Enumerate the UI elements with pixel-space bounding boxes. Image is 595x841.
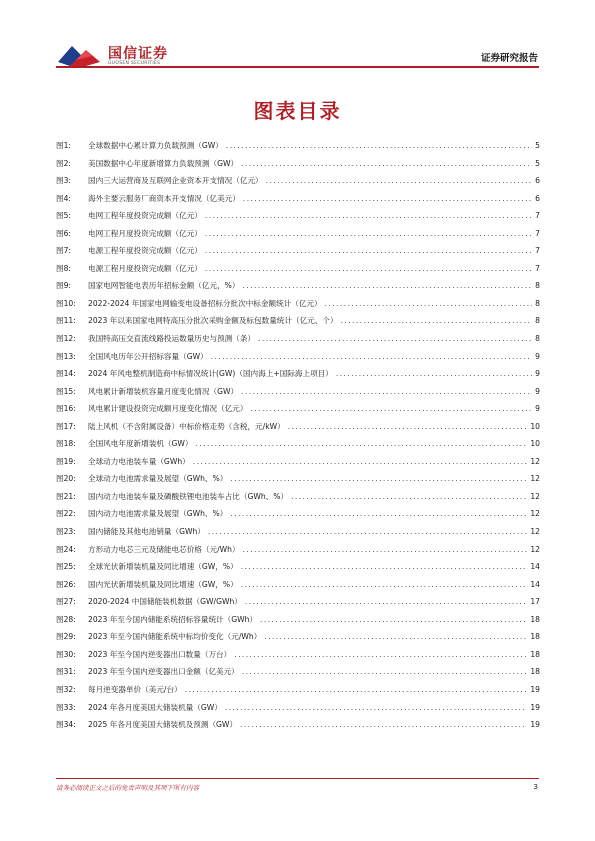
toc-entry-page: 19 [530,720,540,730]
toc-leader-dots [205,207,532,225]
toc-entry[interactable] [56,611,540,629]
toc-entry-label: 图32: [56,684,76,694]
toc-entry-page: 19 [530,684,540,694]
toc-entry-page: 18 [530,667,540,677]
toc-entry-title: 2023 年以来国家电网特高压分批次采购金额及标包数量统计（亿元、个） [88,316,338,326]
toc-entry-page: 7 [535,228,540,238]
toc-entry-page: 10 [530,439,540,449]
toc-entry-title: 2023 年至今国内逆变器出口金额（亿美元） [88,667,239,677]
header-divider [56,66,539,68]
toc-entry-title: 全球动力电池需求量及展望（GWh、%） [88,474,228,484]
toc-entry-title: 国内储能及其他电池销量（GWh） [88,527,205,537]
toc-entry-label: 图30: [56,649,76,659]
brand-name-en: GUOSEN SECURITIES [108,61,161,66]
toc-entry-label: 图18: [56,439,76,449]
toc-entry-label: 图12: [56,334,76,344]
toc-leader-dots [240,716,527,734]
page-header [0,0,595,75]
toc-entry-title: 国内光伏新增装机量及同比增速（GW，%） [88,579,238,589]
toc-entry-page: 10 [530,421,540,431]
toc-entry-title: 电网工程年度投资完成额（亿元） [88,211,202,221]
toc-leader-dots [230,505,527,523]
toc-entry-label: 图6: [56,228,71,238]
toc-entry-label: 图9: [56,281,71,291]
toc-entry-title: 美国数据中心年度新增算力负载预测（GW） [88,158,239,168]
toc-entry-label: 图1: [56,141,71,150]
toc-entry-page: 12 [530,474,540,484]
toc-leader-dots [205,225,532,243]
toc-leader-dots [211,348,532,366]
toc-entry-page: 14 [530,562,540,572]
toc-entry-label: 图19: [56,456,76,466]
toc-leader-dots [241,558,528,576]
toc-entry-page: 9 [535,386,540,396]
toc-leader-dots [243,277,533,295]
toc-leader-dots [205,242,532,260]
toc-entry-title: 电网工程月度投资完成额（亿元） [88,228,202,238]
toc-entry-page: 17 [530,597,540,607]
toc-entry[interactable] [56,470,540,488]
toc-entry[interactable] [56,558,540,576]
toc-entry-title: 2023 年至今国内逆变器出口数量（万台） [88,649,232,659]
toc-entry-page: 12 [530,456,540,466]
toc-entry-page: 8 [535,298,540,308]
toc-leader-dots [193,453,528,471]
toc-entry-label: 图11: [56,316,76,326]
toc-entry-label: 图5: [56,211,71,221]
toc-entry[interactable] [56,260,540,278]
toc-entry-page: 5 [535,141,540,150]
toc-entry-title: 海外主要云服务厂商资本开支情况（亿美元） [88,193,240,203]
toc-entry-page: 19 [530,702,540,712]
toc-entry[interactable] [56,137,540,155]
toc-leader-dots [341,312,533,330]
toc-leader-dots [288,418,528,436]
toc-entry-label: 图25: [56,562,76,572]
toc-leader-dots [258,330,532,348]
toc-leader-dots [336,365,532,383]
toc-entry[interactable] [56,172,540,190]
toc-entry-title: 全球动力电池装车量（GWh） [88,456,190,466]
toc-entry-page: 18 [530,632,540,642]
toc-entry-title: 全球数据中心累计算力负载预测（GW） [88,141,223,150]
toc-entry-title: 2025 年各月度美国大储装机及预测（GW） [88,720,238,730]
toc-entry[interactable] [56,505,540,523]
toc-entry-title: 每月逆变器单价（美元/台） [88,684,182,694]
toc-entry[interactable] [56,435,540,453]
toc-entry-label: 图17: [56,421,76,431]
toc-entry[interactable] [56,523,540,541]
toc-entry-title: 电源工程月度投资完成额（亿元） [88,263,202,273]
toc-entry[interactable] [56,277,540,295]
toc-leader-dots [241,576,528,594]
toc-entry-label: 图22: [56,509,76,519]
toc-entry-page: 18 [530,649,540,659]
toc-entry-page: 12 [530,491,540,501]
toc-entry[interactable] [56,488,540,506]
toc-entry-page: 12 [530,527,540,537]
toc-entry-page: 14 [530,579,540,589]
table-of-figures [56,137,540,734]
toc-entry-title: 国内三大运营商及互联网企业资本开支情况（亿元） [88,176,263,186]
toc-entry-label: 图4: [56,193,71,203]
page-title: 图表目录 [253,99,342,123]
toc-entry-page: 7 [535,246,540,256]
toc-entry-label: 图2: [56,158,71,168]
toc-entry-label: 图15: [56,386,76,396]
toc-entry-label: 图10: [56,298,76,308]
report-type: 证券研究报告 [480,53,538,64]
toc-leader-dots [250,400,532,418]
toc-entry-label: 图29: [56,632,76,642]
toc-entry[interactable] [56,681,540,699]
toc-entry-page: 6 [535,176,540,186]
toc-leader-dots [196,435,528,453]
toc-entry[interactable] [56,155,540,173]
toc-entry-label: 图21: [56,491,76,501]
toc-entry-title: 2020-2024 中国储能装机数据（GW/GWh） [88,597,242,607]
toc-entry-title: 2022-2024 年国家电网输变电设备招标分批次中标金额统计（亿元） [88,298,322,308]
toc-entry[interactable] [56,716,540,734]
toc-leader-dots [325,295,533,313]
toc-entry[interactable] [56,646,540,664]
toc-entry-title: 陆上风机（不含附属设备）中标价格走势（含税，元/kW） [88,421,285,431]
toc-leader-dots [225,699,527,717]
toc-entry-page: 9 [535,351,540,361]
toc-leader-dots [208,523,527,541]
toc-entry-title: 2024 年风电整机制造商中标情况统计(GW)（国内海上+国际海上项目） [88,369,333,379]
toc-leader-dots [226,137,532,155]
toc-entry[interactable] [56,576,540,594]
toc-entry-page: 8 [535,281,540,291]
toc-entry[interactable] [56,348,540,366]
toc-entry[interactable] [56,541,540,559]
toc-entry-label: 图27: [56,597,76,607]
toc-entry[interactable] [56,207,540,225]
toc-entry[interactable] [56,190,540,208]
toc-entry-title: 风电累计建设投资完成额月度变化情况（亿元） [88,404,248,414]
toc-entry[interactable] [56,400,540,418]
toc-entry-page: 9 [535,404,540,414]
toc-entry-title: 国内动力电池需求量及展望（GWh、%） [88,509,228,519]
toc-entry-label: 图20: [56,474,76,484]
toc-entry-title: 2024 年各月度美国大储装机量（GW） [88,702,222,712]
toc-entry-label: 图14: [56,369,76,379]
toc-entry[interactable] [56,365,540,383]
toc-entry-label: 图16: [56,404,76,414]
toc-entry-title: 我国特高压交直流线路投运数量历史与预测（条） [88,334,256,344]
toc-leader-dots [241,155,532,173]
toc-entry-label: 图28: [56,614,76,624]
toc-entry-page: 6 [535,193,540,203]
toc-entry-title: 2023 年至今国内储能系统招标容量统计（GWh） [88,614,258,624]
toc-leader-dots [205,260,532,278]
toc-entry[interactable] [56,242,540,260]
toc-entry-title: 2023 年至今国内储能系统中标均价变化（元/Wh） [88,632,262,642]
toc-entry-label: 图33: [56,702,76,712]
toc-entry[interactable] [56,295,540,313]
toc-entry-title: 全国风电历年公开招标容量（GW） [88,351,208,361]
brand-name-cn: 国信证券 [108,46,168,62]
toc-leader-dots [260,611,527,629]
toc-leader-dots [243,190,532,208]
disclaimer-note: 请务必阅读正文之后的免责声明及其项下所有内容 [56,784,199,792]
toc-entry[interactable] [56,663,540,681]
toc-entry-label: 图7: [56,246,71,256]
toc-entry-title: 国内动力电池装车量及磷酸铁锂电池装车占比（GWh、%） [88,491,289,501]
toc-entry[interactable] [56,312,540,330]
toc-entry-title: 风电累计新增装机容量月度变化情况（GW） [88,386,239,396]
toc-entry[interactable] [56,453,540,471]
toc-entry-page: 18 [530,614,540,624]
toc-entry-page: 7 [535,211,540,221]
toc-entry-label: 图31: [56,667,76,677]
toc-leader-dots [243,541,528,559]
toc-entry-label: 图13: [56,351,76,361]
page-number: 3 [533,783,538,791]
toc-entry-title: 方形动力电芯三元及储能电芯价格（元/Wh） [88,544,240,554]
toc-leader-dots [245,593,527,611]
toc-entry-page: 8 [535,334,540,344]
toc-entry-page: 7 [535,263,540,273]
toc-entry-title: 电源工程年度投资完成额（亿元） [88,246,202,256]
toc-entry-page: 9 [535,369,540,379]
toc-entry[interactable] [56,418,540,436]
toc-entry-label: 图8: [56,263,71,273]
toc-leader-dots [266,172,533,190]
toc-entry[interactable] [56,225,540,243]
toc-leader-dots [234,646,527,664]
toc-leader-dots [291,488,527,506]
toc-leader-dots [185,681,528,699]
toc-entry-label: 图26: [56,579,76,589]
toc-entry-label: 图3: [56,176,71,186]
toc-entry[interactable] [56,628,540,646]
toc-leader-dots [264,628,527,646]
toc-entry-title: 全球光伏新增装机量及同比增速（GW，%） [88,562,238,572]
footer-divider [56,778,539,779]
toc-entry-page: 8 [535,316,540,326]
toc-entry-label: 图23: [56,527,76,537]
guosen-logo-icon [56,42,102,68]
toc-entry-title: 全国风电年度新增装机（GW） [88,439,193,449]
toc-entry[interactable] [56,330,540,348]
toc-entry[interactable] [56,699,540,717]
toc-entry-page: 12 [530,509,540,519]
toc-leader-dots [241,383,532,401]
toc-entry-label: 图24: [56,544,76,554]
toc-leader-dots [230,470,527,488]
toc-entry-label: 图34: [56,720,76,730]
toc-entry[interactable] [56,383,540,401]
toc-entry-title: 国家电网智能电表历年招标金额（亿元，%） [88,281,240,291]
toc-leader-dots [242,663,527,681]
toc-entry-page: 12 [530,544,540,554]
toc-entry-page: 5 [535,158,540,168]
toc-entry[interactable] [56,593,540,611]
